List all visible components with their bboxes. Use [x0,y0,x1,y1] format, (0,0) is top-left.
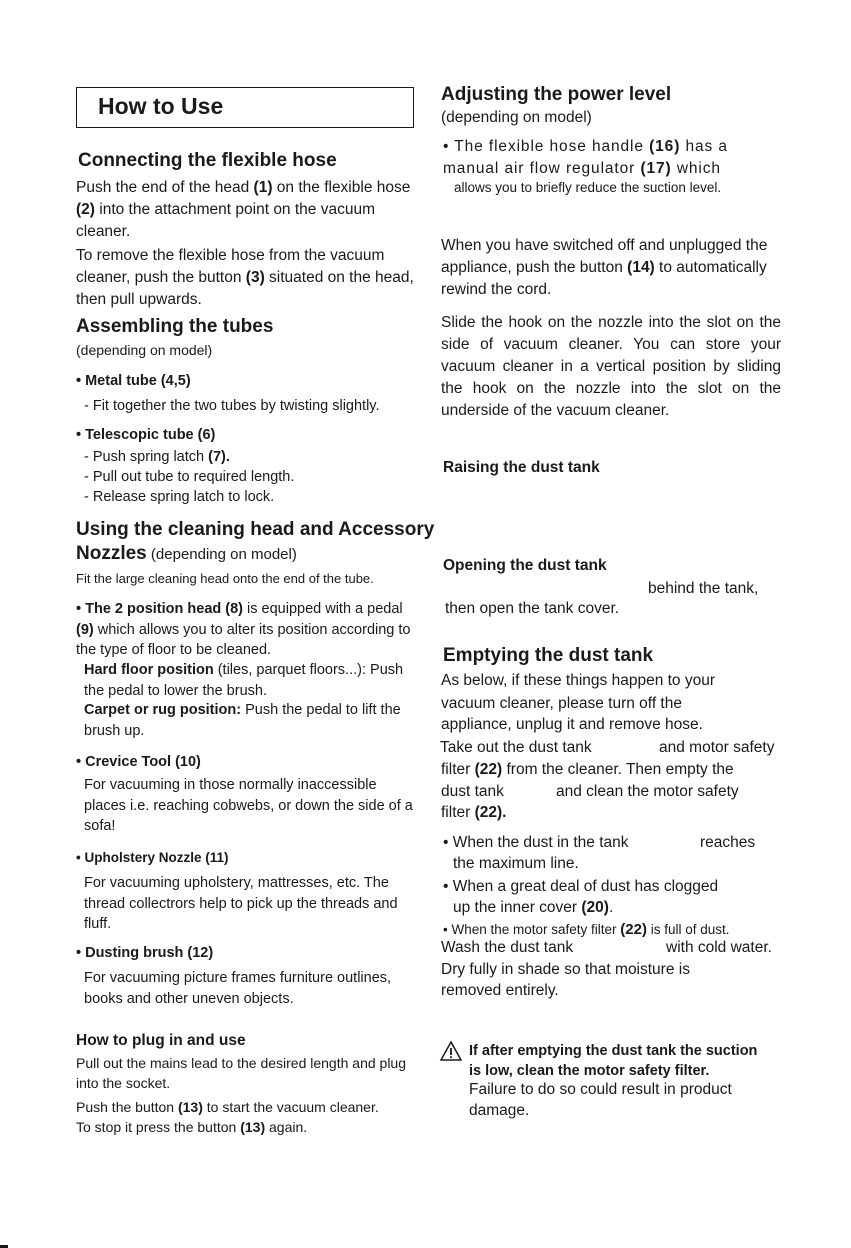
crevice-tool-text: For vacuuming in those normally inaccessible places i.e. reaching cobwebs, or down the side of a sofa! [84,777,413,834]
warning-line-1: If after emptying the dust tank the suction [469,1043,758,1059]
two-position-head-text: • The 2 position head (8) is equipped with a pedal (9) which allows you to alter its position according to the type of floor to be cleaned. [76,601,411,658]
empty-line-4a: Take out the dust tank [440,739,592,756]
connect-paragraph-1: Push the end of the head (1) on the flexible hose (2) into the attachment point on the vacuum cleaner. [76,179,411,240]
empty-line-5: filter (22) from the cleaner. Then empty the [441,761,734,778]
telescopic-step-1: - Push spring latch (7). [84,449,230,465]
heading-raising-tank: Raising the dust tank [443,459,600,476]
telescopic-step-3: - Release spring latch to lock. [84,489,275,505]
plug-paragraph-1: Pull out the mains lead to the desired length and plug into the socket. [76,1055,407,1091]
heading-plug-in: How to plug in and use [76,1032,246,1049]
warning-triangle-icon [439,1040,463,1067]
empty-bullet-3: • When the motor safety filter (22) is full of dust. [443,921,730,938]
heading-connecting-hose: Connecting the flexible hose [78,150,337,171]
heading-power-level: Adjusting the power level [441,84,672,105]
empty-line-4b: and motor safety [659,739,775,756]
empty-line-6b: and clean the motor safety [556,783,739,800]
nozzles-intro: Fit the large cleaning head onto the end of the tube. [76,571,374,586]
crevice-tool-label: • Crevice Tool (10) [76,754,201,770]
telescopic-tube-label: • Telescopic tube (6) [76,427,216,443]
connect-paragraph-2: To remove the flexible hose from the vacuum cleaner, push the button (3) situated on the head, then pull upwards. [76,247,414,308]
heading-nozzles-line: Nozzles (depending on model) [76,543,297,564]
metal-tube-text: - Fit together the two tubes by twisting slightly. [84,398,380,414]
dusting-brush-text: For vacuuming picture frames furniture outlines, books and other uneven objects. [84,970,392,1007]
empty-line-7: filter (22). [441,804,507,821]
heading-emptying-tank: Emptying the dust tank [443,645,654,666]
section-title: How to Use [98,93,224,119]
empty-bullet-2b: up the inner cover (20). [453,899,614,916]
opening-text-2: then open the tank cover. [445,600,620,617]
plug-paragraph-2: Push the button (13) to start the vacuum cleaner. [76,1099,379,1115]
telescopic-step-2: - Pull out tube to required length. [84,469,295,485]
warning-line-4: damage. [469,1102,530,1119]
wash-line-1b: with cold water. [666,939,772,956]
dusting-brush-label: • Dusting brush (12) [76,945,214,961]
empty-line-2: vacuum cleaner, please turn off the [441,695,682,712]
section-title-box [76,87,414,128]
empty-bullet-1b: reaches [700,834,756,851]
power-bullet-text-2: allows you to briefly reduce the suction level. [454,180,722,195]
metal-tube-label: • Metal tube (4,5) [76,373,191,389]
upholstery-nozzle-text: For vacuuming upholstery, mattresses, etc. The thread collectrors help to pick up the threads and fluff. [84,875,398,932]
wash-line-2: Dry fully in shade so that moisture is [441,961,690,978]
plug-paragraph-3: To stop it press the button (13) again. [76,1119,308,1135]
heading-opening-tank: Opening the dust tank [443,557,607,574]
warning-line-2: is low, clean the motor safety filter. [469,1063,710,1079]
tubes-depending-note: (depending on model) [76,342,213,358]
empty-bullet-1a: • When the dust in the tank [443,834,629,851]
heading-cleaning-head: Using the cleaning head and Accessory [76,519,435,540]
empty-line-6a: dust tank [441,783,504,800]
power-depending-note: (depending on model) [441,109,592,126]
wash-line-1a: Wash the dust tank [441,939,574,956]
empty-line-3: appliance, unplug it and remove hose. [441,716,703,733]
hard-floor-text: Hard floor position (tiles, parquet floors...): Push the pedal to lower the brush. [84,662,404,699]
warning-line-3: Failure to do so could result in product [469,1081,732,1098]
wash-line-3: removed entirely. [441,982,559,999]
empty-bullet-1c: the maximum line. [453,855,579,872]
opening-text-1: behind the tank, [648,580,759,597]
empty-bullet-2a: • When a great deal of dust has clogged [443,878,719,895]
empty-line-1: As below, if these things happen to your [441,672,716,689]
rewind-paragraph: When you have switched off and unplugged the appliance, push the button (14) to automatically rewind the cord. [441,237,768,298]
carpet-text: Carpet or rug position: Push the pedal to lift the brush up. [84,702,401,739]
heading-assembling-tubes: Assembling the tubes [76,316,274,337]
upholstery-nozzle-label: • Upholstery Nozzle (11) [76,850,229,865]
power-bullet-text: • The flexible hose handle (16) has a manual air flow regulator (17) which [443,138,728,177]
hook-paragraph: Slide the hook on the nozzle into the slot on the side of vacuum cleaner. You can store your vacuum cleaner in a vertical position by sliding the hook on the nozzle into the slot on the underside of the vacuum cleaner. [441,314,781,419]
